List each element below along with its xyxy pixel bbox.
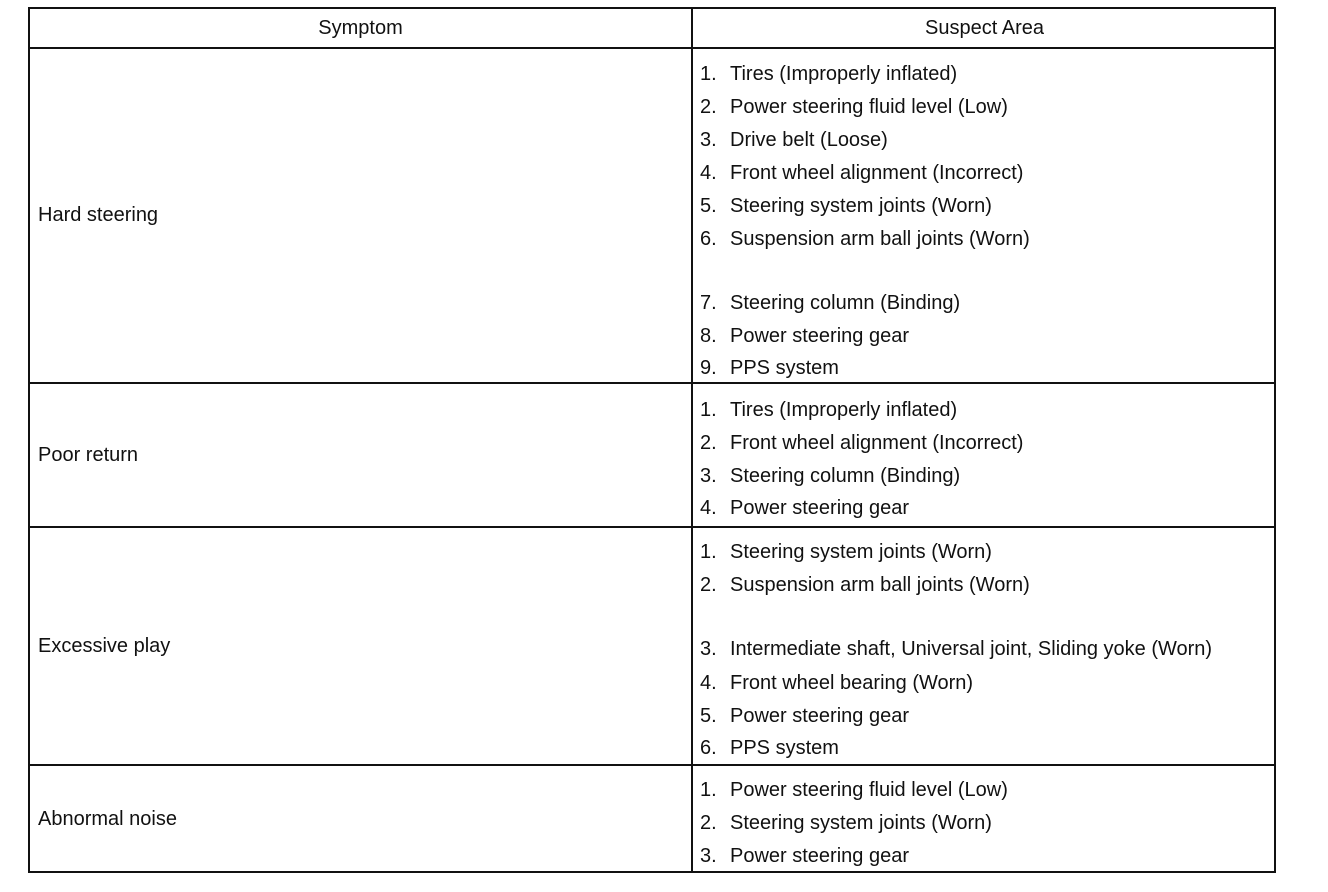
item-text: PPS system	[730, 357, 839, 379]
symptom-cell: Poor return	[38, 443, 139, 466]
row-divider	[30, 382, 1274, 384]
item-text: Front wheel bearing (Worn)	[730, 672, 974, 694]
suspect-item	[700, 431, 1023, 455]
suspect-item	[700, 671, 973, 695]
suspect-item	[700, 62, 957, 86]
header-suspect-area: Suspect Area	[925, 17, 1044, 39]
troubleshooting-table	[28, 7, 1276, 873]
suspect-item	[700, 637, 1212, 661]
item-text: Steering column (Binding)	[730, 465, 961, 487]
item-number: 9.	[700, 357, 717, 379]
symptom-cell: Hard steering	[38, 204, 159, 226]
item-text: Power steering gear	[730, 325, 909, 347]
item-number: 7.	[700, 292, 717, 314]
item-number: 2.	[700, 812, 717, 834]
item-text: Front wheel alignment (Incorrect)	[730, 432, 1024, 454]
suspect-item	[700, 464, 960, 488]
suspect-item	[700, 398, 957, 422]
item-number: 1.	[700, 63, 717, 85]
symptom-cell: Excessive play	[38, 634, 171, 657]
suspect-item	[700, 496, 909, 520]
item-number: 6.	[700, 737, 717, 759]
item-number: 6.	[700, 228, 717, 250]
suspect-item	[700, 95, 1008, 119]
suspect-item	[700, 356, 839, 380]
suspect-item	[700, 227, 1030, 251]
item-number: 4.	[700, 162, 717, 184]
suspect-item	[700, 540, 992, 564]
item-text: Power steering gear	[730, 845, 909, 867]
item-text: Power steering gear	[730, 705, 909, 727]
item-text: Suspension arm ball joints (Worn)	[730, 574, 1030, 596]
symptom-cell: Abnormal noise	[38, 808, 177, 830]
item-text: Steering system joints (Worn)	[730, 812, 992, 834]
item-text: Power steering fluid level (Low)	[730, 779, 1008, 801]
row-divider	[30, 526, 1274, 528]
item-number: 2.	[700, 432, 717, 454]
item-number: 5.	[700, 195, 717, 217]
item-text: Suspension arm ball joints (Worn)	[730, 228, 1030, 250]
suspect-item	[700, 128, 888, 152]
item-text: Power steering fluid level (Low)	[730, 96, 1008, 118]
suspect-item	[700, 324, 909, 348]
column-divider	[691, 9, 693, 871]
suspect-item	[700, 194, 992, 218]
item-text: Power steering gear	[730, 497, 909, 519]
suspect-item	[700, 291, 960, 315]
suspect-item	[700, 736, 839, 760]
header-symptom: Symptom	[318, 17, 403, 39]
item-number: 1.	[700, 399, 717, 421]
item-text: Steering system joints (Worn)	[730, 541, 992, 563]
item-number: 5.	[700, 705, 717, 727]
suspect-item	[700, 704, 909, 728]
item-text: Tires (Improperly inflated)	[730, 63, 958, 85]
item-number: 4.	[700, 497, 717, 519]
item-text: Front wheel alignment (Incorrect)	[730, 162, 1024, 184]
suspect-item	[700, 778, 1008, 802]
item-number: 1.	[700, 541, 717, 563]
suspect-item	[700, 161, 1023, 185]
suspect-item	[700, 573, 1030, 597]
suspect-item	[700, 844, 909, 868]
item-number: 3.	[700, 465, 717, 487]
item-text: PPS system	[730, 737, 839, 759]
item-number: 3.	[700, 638, 717, 660]
suspect-item	[700, 811, 992, 835]
item-text: Intermediate shaft, Universal joint, Sliding yoke (Worn)	[730, 638, 1213, 660]
item-number: 3.	[700, 845, 717, 867]
item-text: Steering system joints (Worn)	[730, 195, 992, 217]
item-text: Steering column (Binding)	[730, 292, 961, 314]
item-number: 8.	[700, 325, 717, 347]
item-number: 4.	[700, 672, 717, 694]
item-number: 1.	[700, 779, 717, 801]
item-number: 3.	[700, 129, 717, 151]
item-text: Drive belt (Loose)	[730, 129, 888, 151]
row-divider	[30, 764, 1274, 766]
item-number: 2.	[700, 96, 717, 118]
item-number: 2.	[700, 574, 717, 596]
item-text: Tires (Improperly inflated)	[730, 399, 958, 421]
